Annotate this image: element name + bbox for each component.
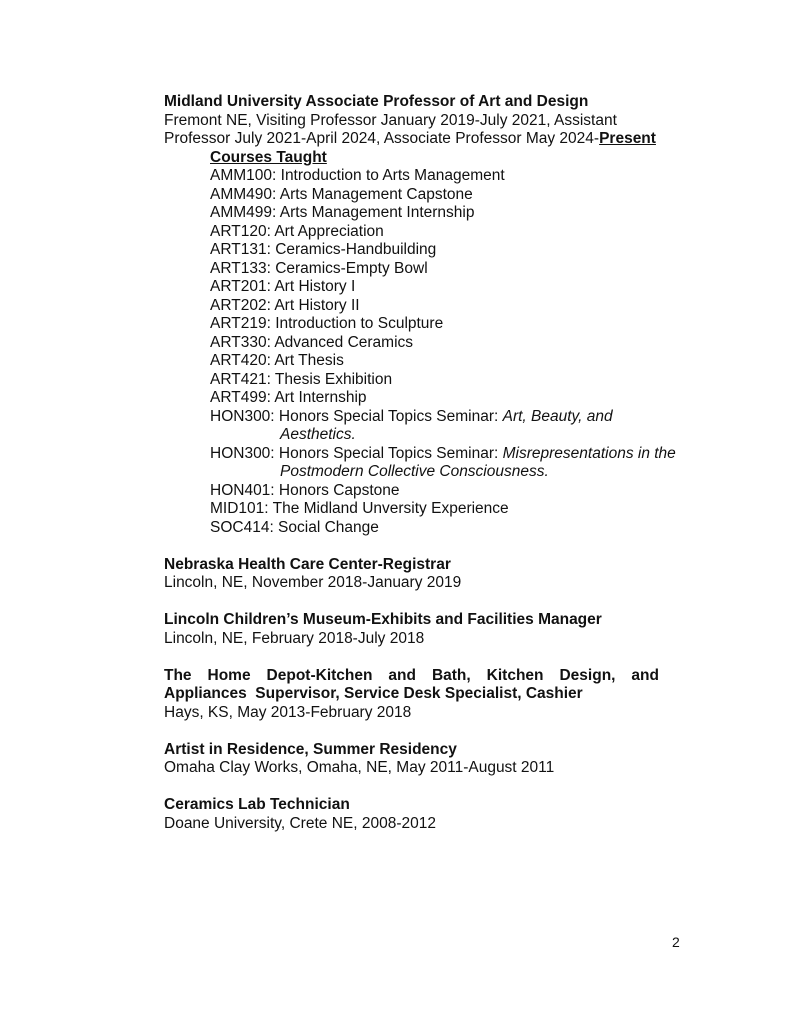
job-title: Lincoln Children’s Museum-Exhibits and Facilities Manager (164, 611, 602, 628)
job-entry-midland (164, 93, 659, 149)
job-detail: Lincoln, NE, February 2018-July 2018 (164, 629, 425, 647)
job-title: Nebraska Health Care Center-Registrar (164, 555, 451, 573)
course-item: ART133: Ceramics-Empty Bowl (210, 259, 428, 277)
course-topic-continued: Postmodern Collective Consciousness. (280, 463, 549, 480)
job-title-line: Appliances Supervisor, Service Desk Specialist, Cashier (164, 685, 583, 702)
job-entry (164, 796, 659, 833)
page-number: 2 (672, 934, 680, 950)
course-item: SOC414: Social Change (210, 518, 379, 536)
course-topic: Misrepresentations in the (502, 444, 676, 462)
course-item: ART120: Art Appreciation (210, 222, 384, 240)
course-topic: Art, Beauty, and (502, 407, 613, 425)
job-detail: Hays, KS, May 2013-February 2018 (164, 703, 412, 721)
course-item-honors-seminar (210, 408, 659, 445)
course-code-title: HON300: Honors Special Topics Seminar: (210, 407, 503, 425)
job-title-line: The Home Depot-Kitchen and Bath, Kitchen Design, and (164, 666, 659, 684)
course-item: ART202: Art History II (210, 296, 360, 314)
resume-page-content (164, 93, 676, 852)
course-item: ART421: Thesis Exhibition (210, 370, 393, 388)
job-description-text: Professor July 2021-April 2024, Associate Professor May 2024- (164, 130, 600, 147)
courses-taught-list (210, 148, 676, 538)
course-code-title: HON300: Honors Special Topics Seminar: (210, 444, 503, 462)
course-item: ART420: Art Thesis (210, 352, 344, 369)
course-topic-continued: Aesthetics. (280, 426, 356, 443)
course-item: ART131: Ceramics-Handbuilding (210, 241, 437, 258)
present-label: Present (599, 130, 656, 147)
course-item: AMM490: Arts Management Capstone (210, 185, 473, 203)
job-title: Artist in Residence, Summer Residency (164, 740, 457, 758)
course-item: AMM100: Introduction to Arts Management (210, 167, 505, 184)
course-item: ART499: Art Internship (210, 389, 367, 406)
course-item: AMM499: Arts Management Internship (210, 204, 475, 221)
job-entry (164, 556, 659, 593)
course-item: MID101: The Midland Unversity Experience (210, 500, 509, 517)
course-item-honors-seminar (210, 444, 676, 482)
job-entry (164, 741, 659, 778)
job-description-line (164, 130, 659, 149)
course-item: ART219: Introduction to Sculpture (210, 315, 444, 332)
job-detail: Omaha Clay Works, Omaha, NE, May 2011-August 2011 (164, 759, 555, 776)
job-title: Midland University Associate Professor of Art and Design (164, 93, 589, 110)
course-item: ART330: Advanced Ceramics (210, 333, 414, 351)
job-entry (164, 611, 659, 648)
job-entry-home-depot (164, 667, 659, 723)
job-title: Ceramics Lab Technician (164, 796, 350, 813)
job-description-line: Fremont NE, Visiting Professor January 2019-July 2021, Assistant (164, 111, 617, 129)
course-item: HON401: Honors Capstone (210, 481, 400, 499)
courses-heading: Courses Taught (210, 148, 327, 166)
job-detail: Doane University, Crete NE, 2008-2012 (164, 814, 436, 832)
job-detail: Lincoln, NE, November 2018-January 2019 (164, 574, 462, 591)
course-item: ART201: Art History I (210, 278, 356, 295)
